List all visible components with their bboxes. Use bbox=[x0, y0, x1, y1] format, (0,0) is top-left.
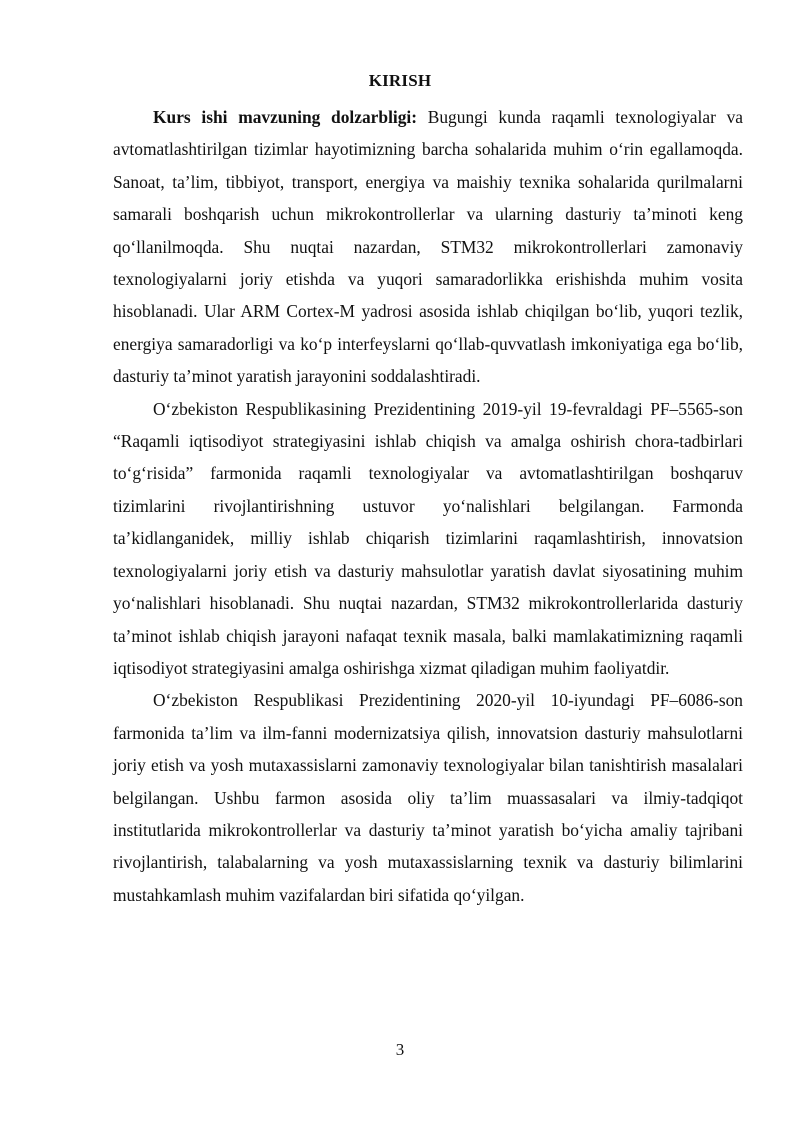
page-number: 3 bbox=[395, 1040, 405, 1059]
body-text bbox=[113, 101, 743, 911]
paragraph-decree-2020: O‘zbekiston Respublikasi Prezidentining 2020-yil 10-iyundagi PF–6086-son farmonida ta’lim va ilm-fanni modernizatsiya qilish, innovatsion dasturiy mahsulotlarni joriy etish va yosh mutaxassislarni zamonaviy texnologiyalar bilan tanishtirish masalalari belgilangan. Ushbu farmon asosida oliy ta’lim muassasalari va ilmiy-tadqiqot institutlarida mikrokontrollerlar va dasturiy ta’minot yaratish bo‘yicha amaliy tajribani rivojlantirish, talabalarning va yosh mutaxassislarning texnik va dasturiy bilimlarini mustahkamlash muhim vazifalardan biri sifatida qo‘yilgan. bbox=[113, 690, 743, 905]
paragraph-decree-2019: O‘zbekiston Respublikasining Prezidentining 2019-yil 19-fevraldagi PF–5565-son “Raqamli iqtisodiyot strategiyasini ishlab chiqish va amalga oshirish chora-tadbirlari to‘g‘risida” farmonida raqamli texnologiyalar va avtomatlashtirilgan boshqaruv tizimlarini rivojlantirishning ustuvor yo‘nalishlari belgilangan. Farmonda ta’kidlanganidek, milliy ishlab chiqarish tizimlarini raqamlashtirish, innovatsion texnologiyalarni joriy etish va dasturiy mahsulotlar yaratish davlat siyosatining muhim yo‘nalishlari hisoblanadi. Shu nuqtai nazardan, STM32 mikrokontrollerlarida dasturiy ta’minot ishlab chiqish jarayoni nafaqat texnik masala, balki mamlakatimizning raqamli iqtisodiyot strategiyasini amalga oshirishga xizmat qiladigan muhim faoliyatdir. bbox=[113, 398, 743, 678]
paragraph-text: Bugungi kunda raqamli texnologiyalar va avtomatlashtirilgan tizimlar hayotimizning barcha sohalarida muhim o‘rin egallamoqda. Sanoat, ta’lim, tibbiyot, transport, energiya va maishiy texnika sohalarida qurilmalarni samarali boshqarish uchun mikrokontrollerlar va ularning dasturiy ta’minoti keng qo‘llanilmoqda. Shu nuqtai nazardan, STM32 mikrokontrollerlari zamonaviy texnologiyalarni joriy etishda va yuqori samaradorlikka erishishda muhim vosita hisoblanadi. Ular ARM Cortex-M yadrosi asosida ishlab chiqilgan bo‘lib, yuqori tezlik, energiya samaradorligi va ko‘p interfeyslarni qo‘llab-quvvatlash imkoniyatiga ega bo‘lib, dasturiy ta’minot yaratish jarayonini soddalashtiradi. bbox=[113, 107, 743, 387]
paragraph-relevance bbox=[113, 101, 743, 393]
paragraph-lead-heading: Kurs ishi mavzuning dolzarbligi: bbox=[153, 107, 418, 127]
section-title: KIRISH bbox=[368, 71, 432, 90]
